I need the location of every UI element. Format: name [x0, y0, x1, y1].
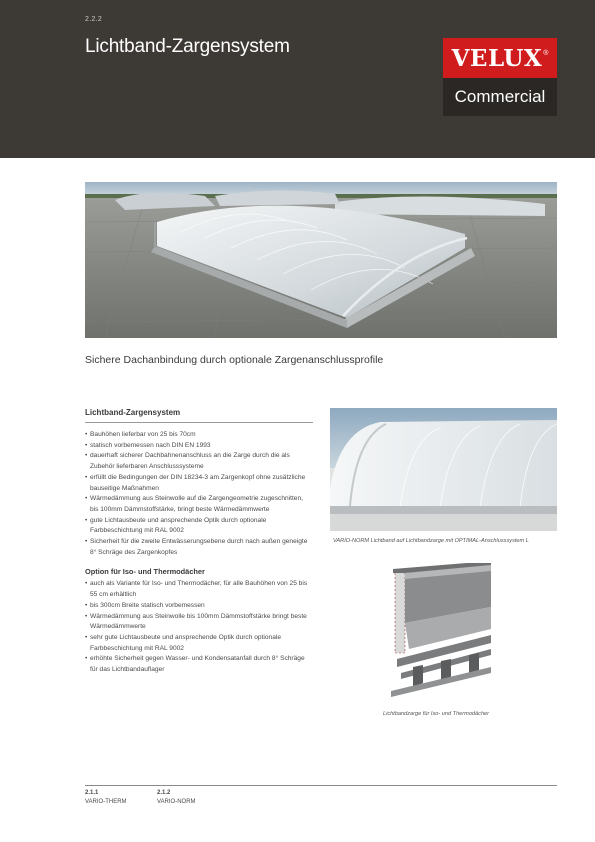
option-list [85, 579, 313, 675]
footer-divider [85, 785, 557, 786]
logo-brand-text: VELUX [451, 44, 543, 72]
zarge-section-diagram [383, 563, 493, 706]
feature-column [85, 408, 313, 676]
footer-ref-label: VARIO-NORM [157, 799, 196, 805]
footer-ref-vario-norm[interactable] [157, 789, 196, 807]
section-heading: Lichtband-Zargensystem [85, 408, 181, 417]
list-item: • dauerhaft sicherer Dachbahnenanschluss an die Zarge durch die als Zubehör lieferbaren Anschlusssysteme [85, 451, 313, 472]
list-item: • Wärmedämmung aus Steinwolle auf die Zargengeometrie zugeschnitten, bis 100mm Dämmstoffstärke, bringt beste Wärmedämmwerte [85, 494, 313, 515]
skylight-photo [330, 408, 557, 531]
page-code: 2.2.2 [85, 16, 103, 23]
list-item: • Sicherheit für die zweite Entwässerungsebene durch nach außen geneigte 8° Schräge des Zargenkopfes [85, 537, 313, 558]
footer-ref-vario-therm[interactable] [85, 789, 127, 807]
footer-ref-number: 2.1.1 [85, 790, 99, 796]
list-item: • erfüllt die Bedingungen der DIN 18234-3 am Zargenkopf ohne zusätzliche bauseitige Maßnahmen [85, 473, 313, 494]
list-item: • sehr gute Lichtausbeute und ansprechende Optik durch optionale Farbbeschichtung mit RAL 9002 [85, 633, 313, 654]
logo-registered-mark: ® [543, 49, 549, 57]
list-item: • Wärmedämmung aus Steinwolle bis 100mm Dämmstoffstärke bringt beste Wärmedämmwerte [85, 612, 313, 633]
list-item: • gute Lichtausbeute und ansprechende Optik durch optionale Farbbeschichtung mit RAL 9002 [85, 516, 313, 537]
list-item: • auch als Variante für Iso- und Thermodächer, für alle Bauhöhen von 25 bis 55 cm erhältlich [85, 579, 313, 600]
hero-photo [85, 182, 557, 338]
hero-subtitle: Sichere Dachanbindung durch optionale Zargenanschlussprofile [85, 354, 384, 366]
logo-sub-block [443, 78, 557, 116]
velux-commercial-logo [443, 38, 557, 116]
list-item: • erhöhte Sicherheit gegen Wasser- und Kondensatanfall durch 8° Schräge für das Lichtbandauflager [85, 654, 313, 675]
footer-ref-label: VARIO-THERM [85, 799, 127, 805]
feature-list [85, 430, 313, 558]
page-header [0, 0, 595, 158]
logo-sub-text: Commercial [454, 87, 546, 106]
list-item: • statisch vorbemessen nach DIN EN 1993 [85, 441, 313, 452]
page-title: Lichtband-Zargensystem [85, 36, 290, 57]
photo-caption: VARIO-NORM Lichtband auf Lichtbandzarge mit OPTIMAL-Anschlusssystem L [333, 538, 529, 544]
diagram-caption: Lichtbandzarge für Iso- und Thermodächer [383, 711, 490, 717]
footer-ref-number: 2.1.2 [157, 790, 171, 796]
list-item: • bis 300cm Breite statisch vorbemessen [85, 601, 313, 612]
list-item: • Bauhöhen lieferbar von 25 bis 70cm [85, 430, 313, 441]
section-divider [85, 422, 313, 423]
logo-brand-block [443, 38, 557, 78]
option-heading: Option für Iso- und Thermodächer [85, 567, 205, 577]
